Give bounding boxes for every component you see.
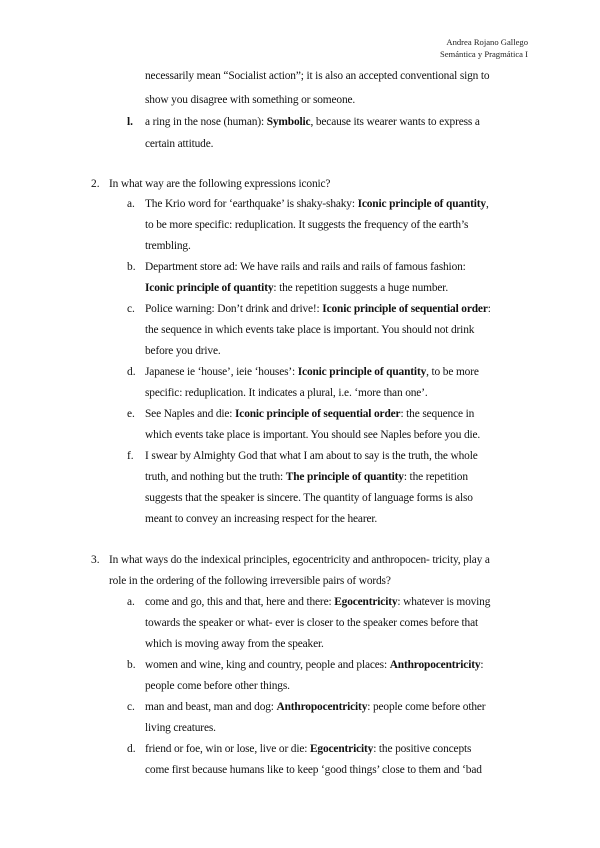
author-name: Andrea Rojano Gallego [446, 37, 528, 47]
list-item-text: which is moving away from the speaker. [145, 638, 324, 650]
question-number: 2. [91, 178, 100, 190]
list-marker: f. [127, 450, 134, 462]
list-marker: l. [127, 116, 134, 128]
list-item-text: which events take place is important. You should see Naples before you die. [145, 429, 481, 441]
list-item-text: come first because humans like to keep ‘good things’ close to them and ‘bad [145, 764, 482, 776]
list-item-text: suggests that the speaker is sincere. The quantity of language forms is also [145, 492, 473, 504]
list-item-text: living creatures. [145, 722, 216, 734]
question-text: In what way are the following expressions iconic? [109, 178, 331, 190]
list-item-text: a ring in the nose (human): Symbolic, because its wearer wants to express a [145, 116, 480, 128]
question-text: role in the ordering of the following irreversible pairs of words? [109, 575, 391, 587]
list-item-text: towards the speaker or what- ever is closer to the speaker comes before that [145, 617, 479, 629]
list-marker: b. [127, 659, 136, 671]
question-number: 3. [91, 554, 100, 566]
list-item-text: Department store ad: We have rails and rails and rails of famous fashion: [145, 261, 466, 273]
list-item-text: Japanese ie ‘house’, ieie ‘houses’: Iconic principle of quantity, to be more [145, 366, 479, 378]
list-marker: a. [127, 596, 135, 608]
list-item-text: truth, and nothing but the truth: The principle of quantity: the repetition [145, 471, 468, 483]
list-marker: d. [127, 743, 136, 755]
course-name: Semántica y Pragmática I [439, 49, 528, 59]
continuation-line: necessarily mean “Socialist action”; it is also an accepted conventional sign to [145, 70, 490, 82]
list-item-text: come and go, this and that, here and there: Egocentricity: whatever is moving [145, 596, 491, 608]
list-item-text: people come before other things. [145, 680, 290, 692]
list-item-text: I swear by Almighty God that what I am about to say is the truth, the whole [145, 450, 478, 462]
list-marker: c. [127, 303, 135, 315]
list-item-text: See Naples and die: Iconic principle of sequential order: the sequence in [145, 408, 475, 420]
list-item-text: man and beast, man and dog: Anthropocentricity: people come before other [145, 701, 486, 713]
question-text: In what ways do the indexical principles, egocentricity and anthropocen- tricity, play a [109, 554, 490, 566]
list-item-text: specific: reduplication. It indicates a plural, i.e. ‘more than one’. [145, 387, 428, 399]
list-item-text: to be more specific: reduplication. It suggests the frequency of the earth’s [145, 219, 469, 231]
list-item-text: meant to convey an increasing respect for the hearer. [145, 513, 378, 525]
list-marker: b. [127, 261, 136, 273]
list-marker: a. [127, 198, 135, 210]
continuation-line: show you disagree with something or someone. [145, 94, 356, 106]
list-marker: e. [127, 408, 135, 420]
list-item-text: the sequence in which events take place is important. You should not drink [145, 324, 475, 336]
list-item-text: friend or foe, win or lose, live or die: Egocentricity: the positive concepts [145, 743, 472, 755]
list-item-text: trembling. [145, 240, 191, 252]
page-header [440, 36, 528, 60]
list-item-text: women and wine, king and country, people and places: Anthropocentricity: [145, 659, 484, 671]
list-item-text: Iconic principle of quantity: the repetition suggests a huge number. [145, 282, 449, 294]
list-item-text: before you drive. [145, 345, 221, 357]
list-item-text: Police warning: Don’t drink and drive!: Iconic principle of sequential order: [145, 303, 491, 315]
list-item-text: The Krio word for ‘earthquake’ is shaky-shaky: Iconic principle of quantity, [145, 198, 489, 210]
list-marker: d. [127, 366, 136, 378]
list-item-text: certain attitude. [145, 138, 214, 150]
list-marker: c. [127, 701, 135, 713]
